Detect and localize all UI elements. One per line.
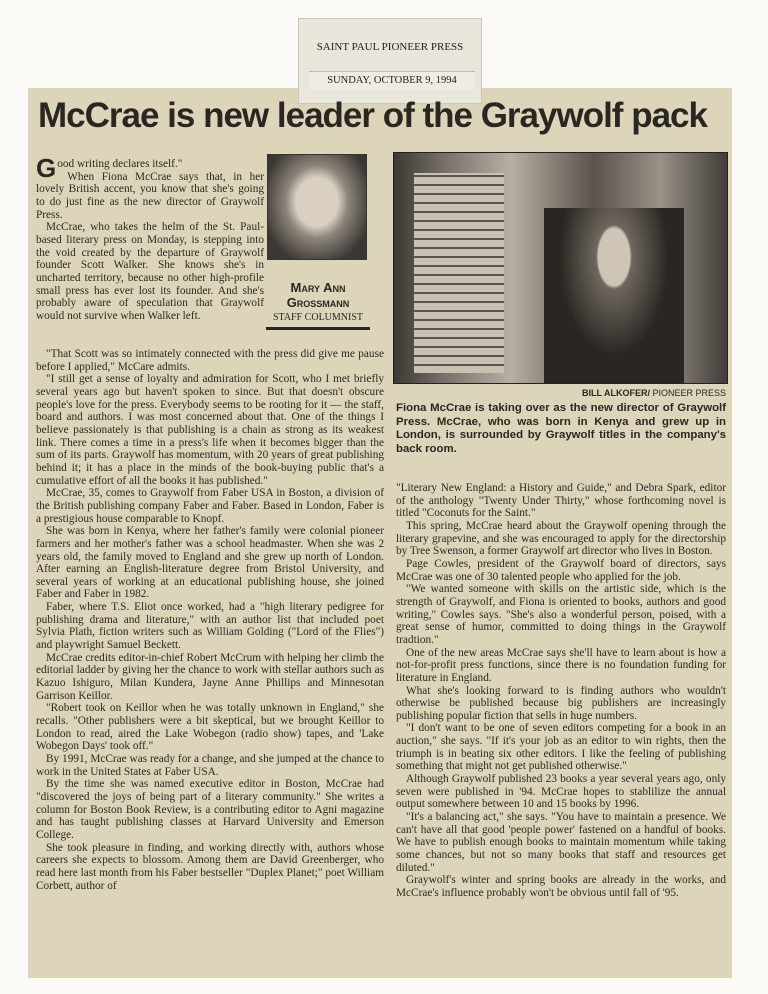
headline: McCrae is new leader of the Graywolf pack xyxy=(38,96,707,135)
paragraph: She took pleasure in finding, and working directly with, authors whose careers she expects to blossom. Among them are David Greenberger, who read here last month from his Faber bestseller "Duplex Planet;" poet William Corbett, author of xyxy=(36,841,384,892)
publication-date: SUNDAY, OCTOBER 9, 1994 xyxy=(309,71,475,89)
paragraph: McCrae credits editor-in-chief Robert McCrum with helping her climb the editorial ladder by giving her the chance to work with stellar authors such as Kazuo Ishiguro, Milan Kundera, Jayne Anne Phillips and Minnesotan Garrison Keillor. xyxy=(36,651,384,702)
byline-rule xyxy=(266,327,370,330)
article-column-right xyxy=(396,482,726,900)
subject-figure xyxy=(544,208,684,383)
paragraph: When Fiona McCrae says that, in her lovely British accent, you know that she's going to do just fine as the new director of Graywolf Press. xyxy=(36,170,264,221)
columnist-photo xyxy=(267,154,367,260)
author-role: STAFF COLUMNIST xyxy=(272,312,364,323)
article-column-intro xyxy=(36,153,264,323)
paragraph: "We wanted someone with skills on the artistic side, which is the strength of Graywolf, and Fiona is oriented to books, authors and good writing," Cowles says. "She's also a wonderful person, poised, with a great sense of humor, committed to doing things in the Graywolf tradtion." xyxy=(396,583,726,646)
drop-cap: G xyxy=(36,153,57,183)
paragraph: Although Graywolf published 23 books a year several years ago, only seven were published in '94. McCrae hopes to stablilize the annual output somewhere between 10 and 15 books by 1996. xyxy=(396,773,726,811)
paragraph: One of the new areas McCrae says she'll have to learn about is how a not-for-profit press functions, since there is no foundation funding for literature in England. xyxy=(396,646,726,684)
article-column-left xyxy=(36,348,384,892)
byline xyxy=(262,280,374,330)
photo-caption: Fiona McCrae is taking over as the new director of Graywolf Press. McCrae, who was born in Kenya and grew up in London, is surrounded by Graywolf titles in the company's back room. xyxy=(396,402,726,455)
paragraph: Page Cowles, president of the Graywolf board of directors, says McCrae was one of 30 talented people who applied for the job. xyxy=(396,557,726,583)
paragraph: Graywolf's winter and spring books are already in the works, and McCrae's influence probably won't be obvious until fall of '95. xyxy=(396,874,726,899)
paragraph: McCrae, 35, comes to Graywolf from Faber USA in Boston, a division of the British publishing company Faber and Faber. Based in London, Faber is a prestigious house comparable to Knopf. xyxy=(36,487,384,525)
paragraph: "That Scott was so intimately connected with the press did give me pause before I applied," McCare admits. xyxy=(36,348,384,373)
paragraph: "I don't want to be one of seven editors competing for a book in an auction," she says. "If it's your job as an editor to win rights, then the triumph is in beating six other editors. I like the feeling of publishing something that might not get published otherwise." xyxy=(396,722,726,773)
paragraph: By 1991, McCrae was ready for a change, and she jumped at the chance to work in the United States at Faber USA. xyxy=(36,753,384,778)
paragraph: McCrae, who takes the helm of the St. Paul-based literary press on Monday, is stepping into the void created by the departure of Graywolf founder Scott Walker. She knows she's in uncharted territory, because no other high-profile small press has ever lost its founder. And she's probably aware of speculation that Graywolf would not survive when Walker left. xyxy=(36,221,264,322)
paragraph: She was born in Kenya, where her father's family were colonial pioneer farmers and her mother's father was a school headmaster. When she was 2 years old, the family moved to England and she grew up north of London. After earning an English-literature degree from Bristol University, and several years of working at an educational publishing house, she joined Faber and Faber in 1982. xyxy=(36,525,384,601)
paragraph: "Robert took on Keillor when he was totally unknown in England," she recalls. "Other publishers were a bit skeptical, but we brought Keillor to London to read, aired the Lake Wobegon (radio show) tapes, and 'Lake Wobegon Days' took off." xyxy=(36,702,384,753)
feature-photo xyxy=(393,152,728,384)
paragraph: Faber, where T.S. Eliot once worked, had a "high literary pedigree for publishing drama and literature," with an author list that included poet Sylvia Plath, fiction writers such as William Golding ("Lord of the Flies") and playwright Samuel Beckett. xyxy=(36,601,384,652)
paragraph: "Literary New England: a History and Guide," and Debra Spark, editor of the anthology "Twenty Under Thirty," whose forthcoming novel is titled "Coconuts for the Saint." xyxy=(396,482,726,520)
paragraph: This spring, McCrae heard about the Graywolf opening through the literary grapevine, and she was encouraged to apply for the directorship by Tree Swenson, a former Graywolf art director who lives in Boston. xyxy=(396,519,726,558)
masthead-slip xyxy=(298,18,482,104)
publication-name: SAINT PAUL PIONEER PRESS xyxy=(316,41,464,53)
paragraph: "I still get a sense of loyalty and admiration for Scott, who I met briefly several years ago but haven't spoken to since. But that doesn't obscure people's love for the press. Everybody seems to be rooting for it — the staff, board and authors. I was most concerned about that. One of the things I believe passionately is that publishing is a chain as strong as its weakest link. There comes a time in a press's life when it becomes bigger than the sum of its parts. Graywolf has momentum, with 20 years of great publishing behind it; it has a place in the minds of the book-buying public that's a cumulative effort of all the books it has published." xyxy=(36,373,384,487)
author-name-last: Grossmann xyxy=(286,295,350,310)
article-lede: Good writing declares itself." xyxy=(36,153,183,183)
book-stack xyxy=(414,173,504,373)
paragraph: By the time she was named executive editor in Boston, McCrae had "discovered the joys of being part of a literary community." She writes a column for Boston Book Review, is a contributing editor to Agni magazine and has taught publishing classes at Harvard University and Emerson College. xyxy=(36,778,384,841)
photo-credit: BILL ALKOFER/ PIONEER PRESS xyxy=(581,388,726,398)
paragraph: What she's looking forward to is finding authors who wouldn't otherwise be published because big publishers are increasingly publishing popular fiction that sells in huge numbers. xyxy=(396,684,726,722)
paragraph: "It's a balancing act," she says. "You have to maintain a presence. We can't have all that good 'people power' fastened on a handful of books. We have to publish enough books to maintain momentum while taking some chances, but not so many books that staff and resources get diluted." xyxy=(396,811,726,874)
author-name-first: Mary Ann xyxy=(290,280,346,295)
